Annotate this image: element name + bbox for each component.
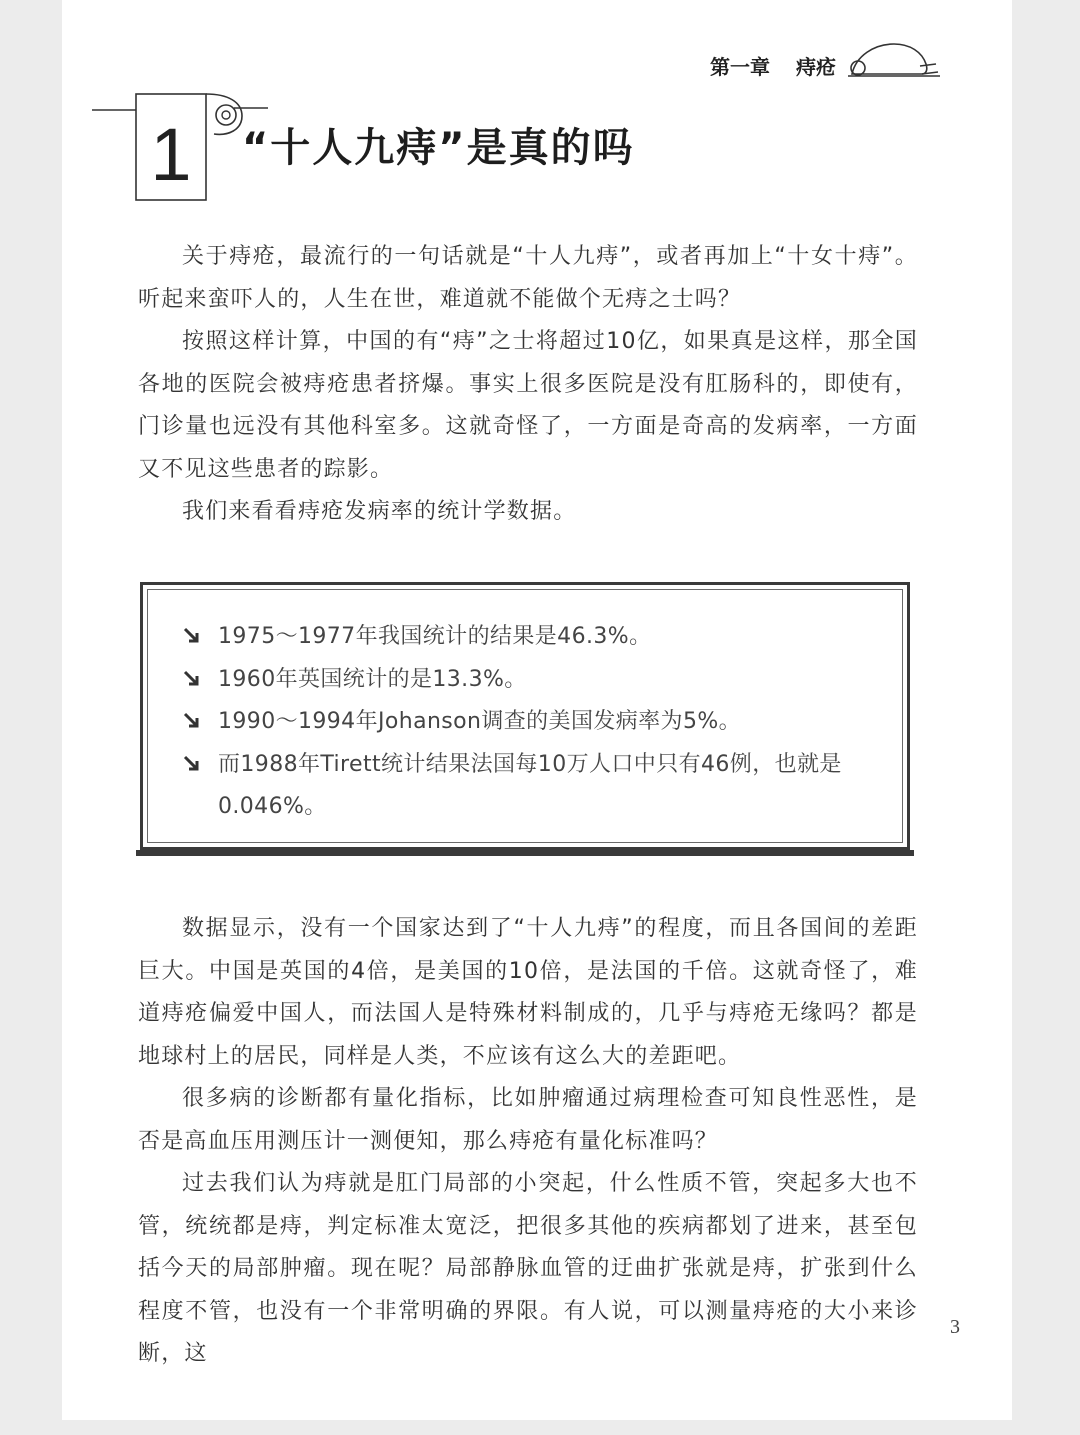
chapter-topic: 痔疮 [796,55,836,79]
crouching-figure-icon [846,34,942,80]
paragraph: 数据显示，没有一个国家达到了“十人九痔”的程度，而且各国间的差距巨大。中国是英国的4倍，是美国的10倍，是法国的千倍。这就奇怪了，难道痔疮偏爱中国人，而法国人是特殊材料制成的，几乎与痔疮无缘吗？都是地球村上的居民，同样是人类，不应该有这么大的差距吧。 [138,916,918,1069]
running-header [710,34,942,80]
arrow-down-right-icon [182,711,202,731]
chapter-label: 第一章 [710,55,770,79]
stat-text: 1975～1977年我国统计的结果是46.3%。 [218,624,652,649]
box-shelf-line [136,850,914,856]
stat-text: 1960年英国统计的是13.3%。 [218,666,527,692]
arrow-down-right-icon [182,754,202,774]
paragraph: 按照这样计算，中国的有“痔”之士将超过10亿，如果真是这样，那全国各地的医院会被痔疮患者挤爆。事实上很多医院是没有肛肠科的，即使有，门诊量也远没有其他科室多。这就奇怪了，一方面是奇高的发病率，一方面又不见这些患者的踪影。 [138,329,918,482]
book-page [62,0,1012,1420]
page-number: 3 [950,1316,960,1338]
intro-text [138,236,918,534]
list-item [182,659,872,702]
list-item [182,616,872,659]
paragraph: 过去我们认为痔就是肛门局部的小突起，什么性质不管，突起多大也不管，统统都是痔，判定标准太宽泛，把很多其他的疾病都划了进来，甚至包括今天的局部肿瘤。现在呢？局部静脉血管的迂曲扩张就是痔，扩张到什么程度不管，也没有一个非常明确的界限。有人说，可以测量痔疮的大小来诊断，这 [138,1171,918,1366]
paragraph: 很多病的诊断都有量化指标，比如肿瘤通过病理检查可知良性恶性，是否是高血压用测压计一测便知，那么痔疮有量化标准吗？ [138,1086,918,1154]
paragraph: 关于痔疮，最流行的一句话就是“十人九痔”，或者再加上“十女十痔”。听起来蛮吓人的，人生在世，难道就不能做个无痔之士吗？ [138,244,918,312]
arrow-down-right-icon [182,669,202,689]
list-item [182,701,872,744]
paragraph: 我们来看看痔疮发病率的统计学数据。 [182,499,577,524]
discussion-text [138,908,918,1376]
section-title: “十人九痔”是真的吗 [242,125,635,171]
statistics-list [182,616,872,829]
stat-text: 而1988年Tirett统计结果法国每10万人口中只有46例，也就是0.046%。 [218,751,842,819]
list-item [182,744,872,829]
arrow-down-right-icon [182,626,202,646]
stat-text: 1990～1994年Johanson调查的美国发病率为5%。 [218,709,742,734]
section-number: 1 [150,113,192,196]
